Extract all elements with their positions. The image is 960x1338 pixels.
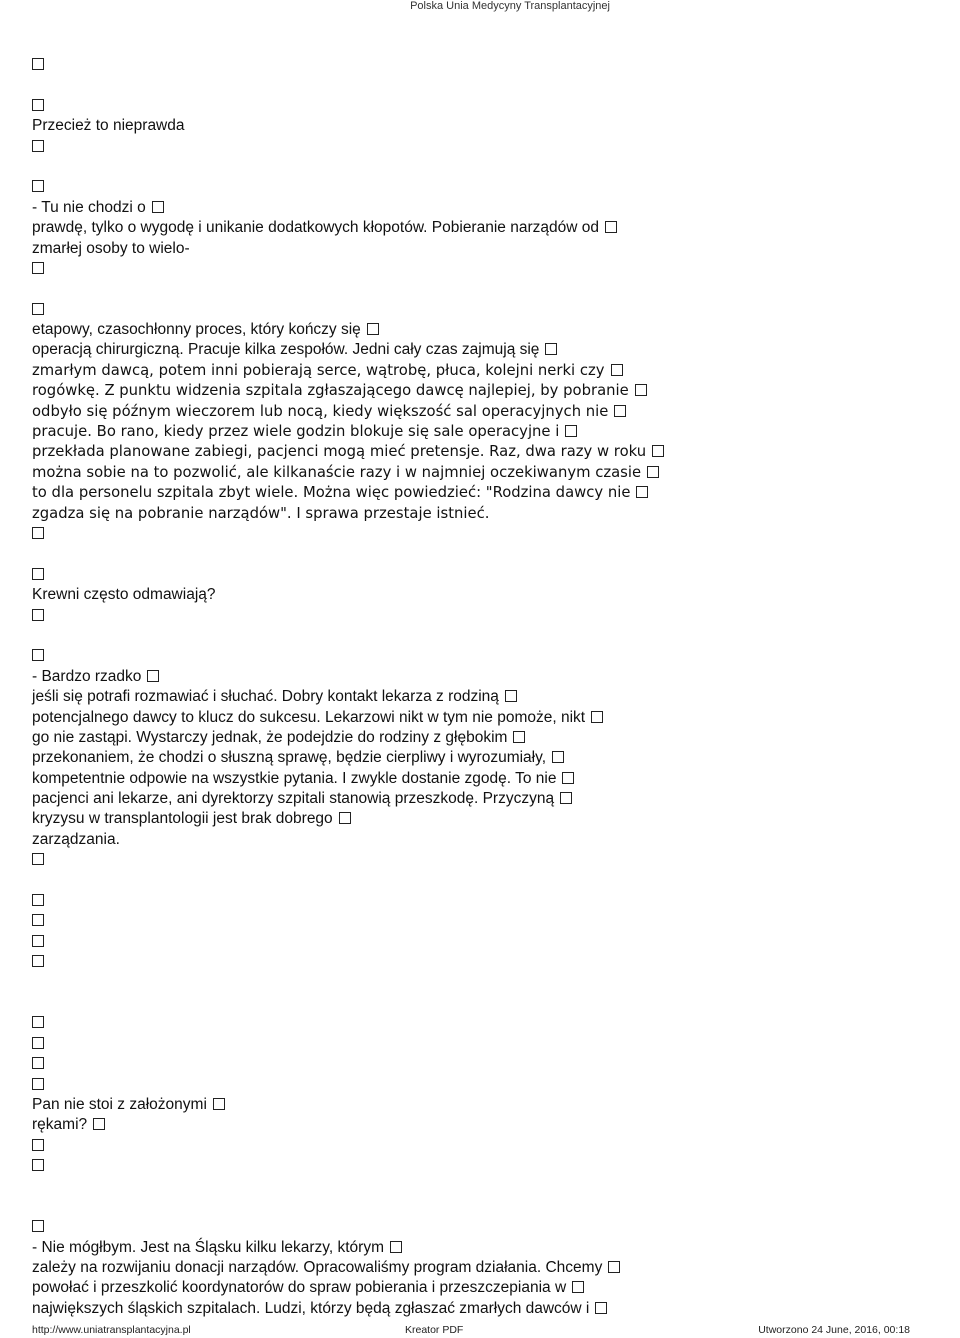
text-line [32, 55, 952, 75]
missing-glyph-box-icon [32, 955, 44, 967]
text-line-content: potencjalnego dawcy to klucz do sukcesu. Lekarzowi nikt w tym nie pomoże, nikt [32, 708, 586, 726]
footer-created-date: Utworzono 24 June, 2016, 00:18 [758, 1324, 910, 1336]
text-line-content: zmarłej osoby to wielo- [32, 239, 190, 257]
missing-glyph-box-icon [608, 1261, 620, 1273]
text-line [32, 1095, 952, 1115]
text-line [32, 442, 952, 462]
text-line [32, 218, 952, 238]
text-line [32, 259, 952, 279]
text-line-content: Pan nie stoi z założonymi [32, 1095, 207, 1113]
text-line [32, 952, 952, 972]
missing-glyph-box-icon [367, 323, 379, 335]
missing-glyph-box-icon [32, 99, 44, 111]
text-line [32, 1258, 952, 1278]
text-line-content: pracuje. Bo rano, kiedy przez wiele godzin blokuje się sale operacyjne i [32, 423, 560, 441]
text-line [32, 708, 952, 728]
text-line [32, 137, 952, 157]
text-line [32, 687, 952, 707]
text-line-content: - Tu nie chodzi o [32, 198, 146, 216]
text-line [32, 1034, 952, 1054]
missing-glyph-box-icon [32, 935, 44, 947]
text-line [32, 1075, 952, 1095]
text-line [32, 891, 952, 911]
text-line-content: - Bardzo rzadko [32, 667, 142, 685]
text-line [32, 1013, 952, 1033]
text-line [32, 1238, 952, 1258]
text-line-content: rogówkę. Z punktu widzenia szpitala zgłaszającego dawcę najlepiej, by pobranie [32, 382, 629, 400]
text-line [32, 769, 952, 789]
missing-glyph-box-icon [213, 1098, 225, 1110]
text-line-content: - Nie mógłbym. Jest na Śląsku kilku lekarzy, którym [32, 1238, 385, 1256]
text-line [32, 646, 952, 666]
missing-glyph-box-icon [605, 221, 617, 233]
missing-glyph-box-icon [152, 201, 164, 213]
blank-line [32, 1176, 952, 1196]
footer-url: http://www.uniatransplantacyjna.pl [32, 1324, 191, 1336]
text-line [32, 1299, 952, 1319]
text-line [32, 381, 952, 401]
blank-line [32, 626, 952, 646]
text-line-content: pacjenci ani lekarze, ani dyrektorzy szpitali stanowią przeszkodę. Przyczyną [32, 790, 555, 808]
missing-glyph-box-icon [93, 1118, 105, 1130]
missing-glyph-box-icon [32, 1159, 44, 1171]
missing-glyph-box-icon [32, 1016, 44, 1028]
missing-glyph-box-icon [32, 609, 44, 621]
text-line-content: go nie zastąpi. Wystarczy jednak, że podejdzie do rodziny z głębokim [32, 728, 508, 746]
blank-line [32, 1197, 952, 1217]
missing-glyph-box-icon [652, 445, 664, 457]
text-line [32, 789, 952, 809]
text-line-content: największych śląskich szpitalach. Ludzi, którzy będą zgłaszać zmarłych dawców i [32, 1299, 590, 1317]
missing-glyph-box-icon [32, 303, 44, 315]
text-line-content: zarządzania. [32, 830, 120, 848]
text-line [32, 422, 952, 442]
text-line-content: Przecież to nieprawda [32, 117, 185, 135]
missing-glyph-box-icon [32, 894, 44, 906]
blank-line [32, 993, 952, 1013]
blank-line [32, 279, 952, 299]
text-line-content: operacją chirurgiczną. Pracuje kilka zespołów. Jedni cały czas zajmują się [32, 341, 540, 359]
text-line [32, 1217, 952, 1237]
text-line-content: można sobie na to pozwolić, ale kilkanaście razy i w najmniej oczekiwanym czasie [32, 463, 642, 481]
text-line [32, 585, 952, 605]
text-line-content: przekonaniem, że chodzi o słuszną sprawę, będzie cierpliwy i wyrozumiały, [32, 749, 547, 767]
text-line [32, 504, 952, 524]
missing-glyph-box-icon [32, 914, 44, 926]
missing-glyph-box-icon [560, 792, 572, 804]
text-line [32, 1136, 952, 1156]
missing-glyph-box-icon [147, 670, 159, 682]
missing-glyph-box-icon [32, 1037, 44, 1049]
missing-glyph-box-icon [562, 772, 574, 784]
missing-glyph-box-icon [32, 568, 44, 580]
text-line-content: zgadza się na pobranie narządów". I sprawa przestaje istnieć. [32, 504, 490, 522]
text-line-content: odbyło się późnym wieczorem lub nocą, kiedy większość sal operacyjnych nie [32, 402, 609, 420]
text-line [32, 402, 952, 422]
missing-glyph-box-icon [32, 1220, 44, 1232]
text-line [32, 463, 952, 483]
missing-glyph-box-icon [635, 384, 647, 396]
missing-glyph-box-icon [614, 405, 626, 417]
text-line [32, 606, 952, 626]
missing-glyph-box-icon [505, 690, 517, 702]
text-line [32, 748, 952, 768]
blank-line [32, 157, 952, 177]
text-line [32, 1156, 952, 1176]
missing-glyph-box-icon [565, 425, 577, 437]
missing-glyph-box-icon [513, 731, 525, 743]
article-body [32, 55, 952, 1319]
missing-glyph-box-icon [32, 527, 44, 539]
missing-glyph-box-icon [611, 364, 623, 376]
text-line [32, 361, 952, 381]
missing-glyph-box-icon [32, 649, 44, 661]
missing-glyph-box-icon [647, 466, 659, 478]
text-line [32, 830, 952, 850]
text-line-content: Krewni często odmawiają? [32, 586, 216, 604]
missing-glyph-box-icon [390, 1241, 402, 1253]
text-line [32, 483, 952, 503]
missing-glyph-box-icon [339, 812, 351, 824]
missing-glyph-box-icon [32, 1057, 44, 1069]
missing-glyph-box-icon [591, 711, 603, 723]
text-line [32, 1054, 952, 1074]
text-line [32, 850, 952, 870]
missing-glyph-box-icon [32, 180, 44, 192]
text-line [32, 116, 952, 136]
missing-glyph-box-icon [32, 58, 44, 70]
page-header-title: Polska Unia Medycyny Transplantacyjnej [410, 0, 610, 12]
page-footer [32, 1324, 910, 1338]
footer-creator: Kreator PDF [405, 1324, 464, 1336]
missing-glyph-box-icon [32, 140, 44, 152]
text-line [32, 524, 952, 544]
text-line-content: zmarłym dawcą, potem inni pobierają serce, wątrobę, płuca, kolejni nerki czy [32, 361, 605, 379]
missing-glyph-box-icon [32, 1139, 44, 1151]
text-line-content: to dla personelu szpitala zbyt wiele. Można więc powiedzieć: "Rodzina dawcy nie [32, 484, 631, 502]
text-line [32, 239, 952, 259]
text-line [32, 1278, 952, 1298]
blank-line [32, 75, 952, 95]
blank-line [32, 973, 952, 993]
text-line-content: jeśli się potrafi rozmawiać i słuchać. Dobry kontakt lekarza z rodziną [32, 688, 499, 706]
text-line-content: kryzysu w transplantologii jest brak dobrego [32, 810, 333, 828]
text-line [32, 340, 952, 360]
text-line-content: rękami? [32, 1116, 88, 1134]
text-line [32, 911, 952, 931]
missing-glyph-box-icon [32, 1078, 44, 1090]
text-line [32, 96, 952, 116]
text-line-content: powołać i przeszkolić koordynatorów do spraw pobierania i przeszczepiania w [32, 1279, 567, 1297]
missing-glyph-box-icon [32, 262, 44, 274]
missing-glyph-box-icon [32, 853, 44, 865]
text-line-content: kompetentnie odpowie na wszystkie pytania. I zwykle dostanie zgodę. To nie [32, 769, 557, 787]
text-line [32, 1115, 952, 1135]
missing-glyph-box-icon [595, 1302, 607, 1314]
blank-line [32, 544, 952, 564]
text-line [32, 667, 952, 687]
text-line [32, 932, 952, 952]
missing-glyph-box-icon [552, 751, 564, 763]
text-line [32, 177, 952, 197]
missing-glyph-box-icon [572, 1281, 584, 1293]
missing-glyph-box-icon [545, 343, 557, 355]
text-line-content: przekłada planowane zabiegi, pacjenci mogą mieć pretensje. Raz, dwa razy w roku [32, 443, 647, 461]
text-line [32, 198, 952, 218]
text-line [32, 565, 952, 585]
missing-glyph-box-icon [636, 486, 648, 498]
text-line-content: etapowy, czasochłonny proces, który kończy się [32, 321, 361, 339]
text-line [32, 728, 952, 748]
text-line [32, 320, 952, 340]
text-line-content: zależy na rozwijaniu donacji narządów. Opracowaliśmy program działania. Chcemy [32, 1259, 603, 1277]
text-line-content: prawdę, tylko o wygodę i unikanie dodatkowych kłopotów. Pobieranie narządów od [32, 219, 599, 237]
text-line [32, 809, 952, 829]
text-line [32, 300, 952, 320]
blank-line [32, 871, 952, 891]
